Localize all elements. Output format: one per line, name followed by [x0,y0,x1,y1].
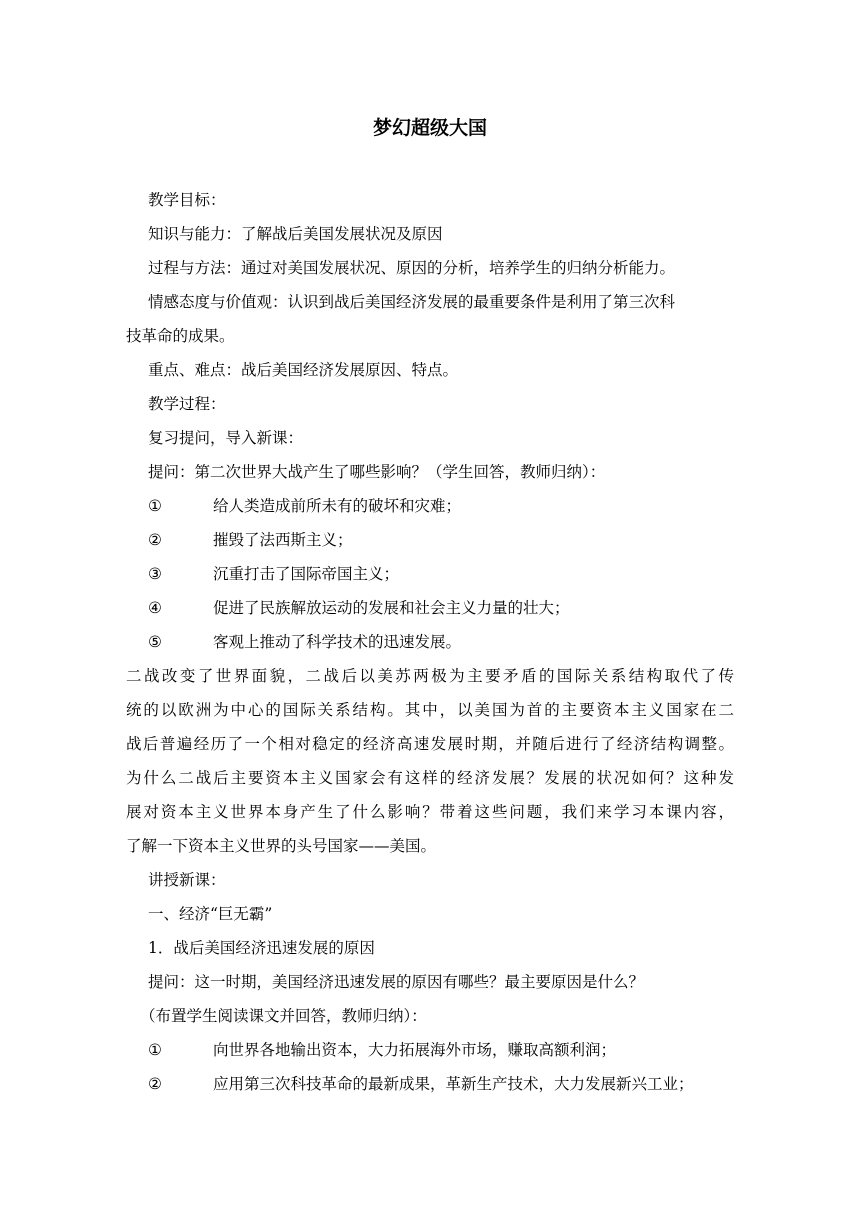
list-text: 向世界各地输出资本，大力拓展海外市场，赚取高额利润； [213,1041,617,1059]
list-text: 客观上推动了科学技术的迅速发展。 [213,633,462,651]
list-item [148,1038,616,1062]
text-line: 提问：这一时期，美国经济迅速发展的原因有哪些？最主要原因是什么？ [148,973,645,991]
text-line: 知识与能力：了解战后美国发展状况及原因 [148,225,443,243]
text-line: 教学目标： [148,191,226,209]
list-item [148,528,353,552]
paragraph-line: 统的以欧洲为中心的国际关系结构。其中，以美国为首的主要资本主义国家在二 [126,701,734,719]
list-item [148,494,461,518]
paragraph-line: 展对资本主义世界本身产生了什么影响？带着这些问题，我们来学习本课内容， [126,803,734,821]
text-line: 讲授新课： [148,871,226,889]
list-number: ⑤ [148,633,162,651]
text-line: （布置学生阅读课文并回答，教师归纳）： [140,1007,427,1025]
list-text: 促进了民族解放运动的发展和社会主义力量的壮大； [213,599,570,617]
paragraph-line: 了解一下资本主义世界的头号国家——美国。 [126,837,437,855]
paragraph-line: 为什么二战后主要资本主义国家会有这样的经济发展？发展的状况如何？这种发 [126,769,734,787]
list-text: 应用第三次科技革命的最新成果，革新生产技术，大力发展新兴工业； [213,1075,694,1093]
list-number: ③ [148,565,162,583]
text-line: 情感态度与价值观：认识到战后美国经济发展的最重要条件是利用了第三次科 [148,293,676,311]
list-text: 给人类造成前所未有的破坏和灾难； [213,497,462,515]
text-line: 教学过程： [148,395,226,413]
document-title: 梦幻超级大国 [372,117,487,139]
text-line: 过程与方法：通过对美国发展状况、原因的分析，培养学生的归纳分析能力。 [148,259,676,277]
list-item [148,596,570,620]
list-item [148,562,399,586]
text-line: 复习提问，导入新课： [148,429,304,447]
paragraph-line: 二战改变了世界面貌，二战后以美苏两极为主要矛盾的国际关系结构取代了传 [126,667,734,685]
list-item [148,1072,694,1096]
text-line: 提问：第二次世界大战产生了哪些影响？（学生回答，教师归纳）： [148,463,606,481]
list-text: 摧毁了法西斯主义； [213,531,353,549]
section-heading: 一、经济“巨无霸” [148,905,273,923]
text-line: 重点、难点：战后美国经济发展原因、特点。 [148,361,459,379]
list-number: ④ [148,599,162,617]
list-number: ① [148,1041,162,1059]
text-line: 技革命的成果。 [126,327,235,345]
subsection-heading: 1．战后美国经济迅速发展的原因 [148,939,375,957]
list-number: ① [148,497,162,515]
list-item [148,630,461,654]
list-number: ② [148,1075,162,1093]
list-text: 沉重打击了国际帝国主义； [213,565,400,583]
paragraph-line: 战后普遍经历了一个相对稳定的经济高速发展时期，并随后进行了经济结构调整。 [126,735,734,753]
list-number: ② [148,531,162,549]
